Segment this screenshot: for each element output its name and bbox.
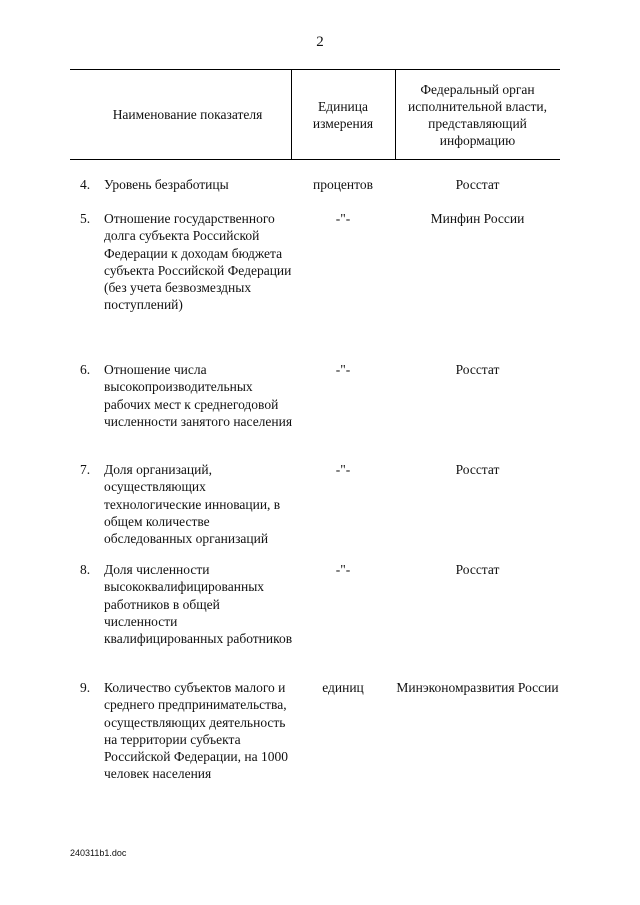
row-unit: -"-	[335, 362, 351, 377]
row-indicator-name: Количество субъектов малого и среднего предпринимательства, осуществляющих деятельность на территории субъекта Российской Федерации, на 1000 человек населения	[104, 680, 289, 782]
header-unit: Единица измерения	[312, 98, 374, 131]
row-indicator-name: Уровень безработицы	[104, 177, 229, 192]
row-indicator-name: Отношение государственного долга субъекта Российской Федерации к доходам бюджета субъекта Российской Федерации (без учета безвозмездных поступлений)	[104, 211, 292, 313]
row-number: 7.	[80, 462, 91, 477]
row-unit: процентов	[312, 177, 373, 192]
indicators-table	[70, 69, 560, 160]
row-agency: Росстат	[455, 562, 500, 577]
row-indicator-name: Доля численности высококвалифицированных работников в общей численности квалифицированных работников	[104, 562, 293, 647]
row-agency: Минфин России	[430, 211, 525, 226]
row-number: 6.	[80, 362, 91, 377]
page-number: 2	[316, 34, 324, 50]
row-unit: -"-	[335, 462, 351, 477]
header-indicator-name: Наименование показателя	[112, 107, 263, 122]
row-unit: -"-	[335, 211, 351, 226]
row-number: 4.	[80, 177, 91, 192]
document-filename: 240311b1.doc	[70, 848, 127, 858]
table-header	[70, 69, 560, 160]
row-agency: Росстат	[455, 362, 500, 377]
row-number: 8.	[80, 562, 91, 577]
row-indicator-name: Отношение числа высокопроизводительных рабочих мест к среднегодовой численности занятого населения	[104, 362, 293, 429]
row-unit: единиц	[322, 680, 364, 695]
row-agency: Росстат	[455, 177, 500, 192]
row-agency: Минэкономразвития России	[396, 680, 559, 695]
row-number: 9.	[80, 680, 91, 695]
row-agency: Росстат	[455, 462, 500, 477]
row-unit: -"-	[335, 562, 351, 577]
header-agency: Федеральный орган исполнительной власти, представляющий информацию	[408, 81, 547, 148]
row-indicator-name: Доля организаций, осуществляющих технологические инновации, в общем количестве обследованных организаций	[104, 462, 281, 547]
row-number: 5.	[80, 211, 91, 226]
